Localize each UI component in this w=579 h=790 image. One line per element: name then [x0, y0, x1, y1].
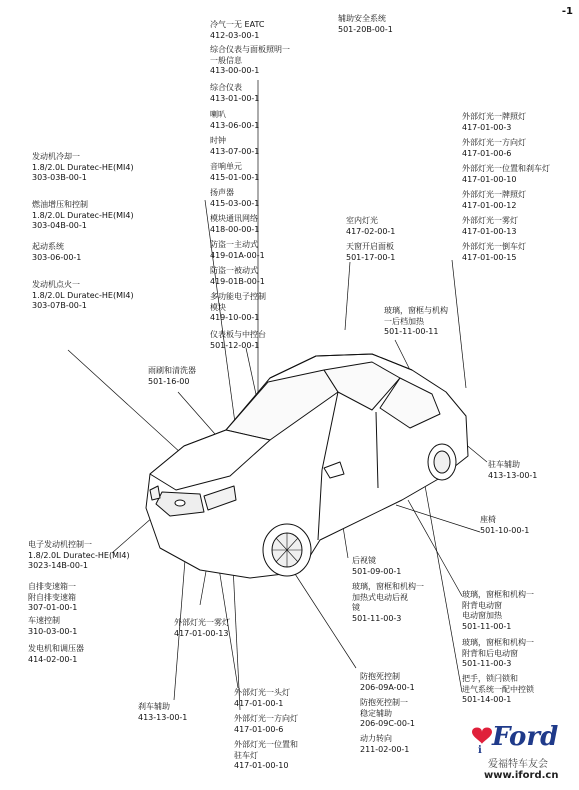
label-horn: 喇叭 413-06-00-1: [210, 110, 260, 130]
label-module-comm: 模块通讯网络 418-00-00-1: [210, 214, 260, 234]
label-interior-lamps: 室内灯光 417-02-00-1: [346, 216, 396, 236]
label-ignition: 发动机点火一 1.8/2.0L Duratec-HE(MI4) 303-07B-00-1: [32, 280, 134, 310]
label-plate-lamp-2: 外部灯光一牌照灯 417-01-00-12: [462, 190, 526, 210]
label-plate-lamp: 外部灯光一牌照灯 417-01-00-3: [462, 112, 526, 132]
logo-text-cn: 爱福特车友会: [488, 759, 548, 770]
label-wipers: 雨刷和清洗器 501-16-00: [148, 366, 196, 386]
label-headlamp: 外部灯光一头灯 417-01-00-1: [234, 688, 290, 708]
iford-logo: [470, 722, 578, 788]
label-cluster-illumination: 综合仪表与面板照明一 一般信息 413-00-00-1: [210, 45, 290, 75]
label-cluster: 综合仪表 413-01-00-1: [210, 83, 260, 103]
label-fog-lamp-rear: 外部灯光一雾灯 417-01-00-13: [462, 216, 518, 236]
label-starting: 起动系统 303-06-00-1: [32, 242, 82, 262]
label-position-lamp-rear: 外部灯光一位置和刹车灯 417-01-00-10: [462, 164, 550, 184]
label-parking-aid-rear: 驻车辅助 413-13-00-1: [488, 460, 538, 480]
logo-brand: Ford: [492, 722, 559, 752]
label-power-window: 玻璃，窗框和机构一 附背电动窗 电动窗加热 501-11-00-1: [462, 590, 534, 631]
label-speakers: 扬声器 415-03-00-1: [210, 188, 260, 208]
label-antitheft-active: 防盗一主动式 419-01A-00-1: [210, 240, 265, 260]
heart-icon: [470, 722, 494, 754]
label-fog-lamp-front: 外部灯光一雾灯 417-01-00-13: [174, 618, 230, 638]
label-fuel-charging: 燃油增压和控制 1.8/2.0L Duratec-HE(MI4) 303-04B-00-1: [32, 200, 134, 230]
logo-url: www.iford.cn: [484, 770, 559, 781]
label-climate: 冷气一无 EATC 412-03-00-1: [210, 20, 265, 40]
label-roof-opening: 天窗开启面板 501-17-00-1: [346, 242, 396, 262]
label-parking-aid-front: 刹车辅助 413-13-00-1: [138, 702, 188, 722]
label-generator: 发电机和调压器 414-02-00-1: [28, 644, 84, 664]
label-antitheft-passive: 防盗一被动式 419-01B-00-1: [210, 266, 265, 286]
label-glass-heated-rear: 玻璃，窗框与机构 一后档加热 501-11-00-11: [384, 306, 448, 336]
svg-text:i: i: [478, 745, 482, 754]
label-mirror: 后视镜 501-09-00-1: [352, 556, 402, 576]
label-multifunction-module: 多功能电子控制 模块 419-10-00-1: [210, 292, 266, 322]
label-audio: 音响单元 415-01-00-1: [210, 162, 260, 182]
label-engine-cooling: 发动机冷却一 1.8/2.0L Duratec-HE(MI4) 303-03B-00-1: [32, 152, 134, 182]
page-number: -1: [561, 6, 573, 17]
label-pcm: 电子发动机控制一 1.8/2.0L Duratec-HE(MI4) 3023-14B-00-1: [28, 540, 130, 570]
label-position-lamp-front: 外部灯光一位置和 驻车灯 417-01-00-10: [234, 740, 298, 770]
label-instrument-panel: 仪表板与中控台 501-12-00-1: [210, 330, 266, 350]
label-mirror-glass: 玻璃，窗框和机构一 加热式电动后视 镜 501-11-00-3: [352, 582, 424, 623]
label-turn-lamp-rear: 外部灯光一方向灯 417-01-00-6: [462, 138, 526, 158]
label-steering: 动力转向 211-02-00-1: [360, 734, 410, 754]
label-reverse-lamp: 外部灯光一倒车灯 417-01-00-15: [462, 242, 526, 262]
label-speed-control: 车速控制 310-03-00-1: [28, 616, 78, 636]
label-abs: 防抱死控制 206-09A-00-1: [360, 672, 415, 692]
label-power-window-2: 玻璃，窗框和机构一 附背和后电动窗 501-11-00-3: [462, 638, 534, 668]
label-abs-stability: 防抱死控制一 稳定辅助 206-09C-00-1: [360, 698, 415, 728]
label-clock: 时钟 413-07-00-1: [210, 136, 260, 156]
label-turn-lamp-front: 外部灯光一方向灯 417-01-00-6: [234, 714, 298, 734]
label-seats: 座椅 501-10-00-1: [480, 515, 530, 535]
label-srs: 辅助安全系统 501-20B-00-1: [338, 14, 393, 34]
label-handles-locks: 把手，锁闩锁和 进气系统一配中控锁 501-14-00-1: [462, 674, 534, 704]
label-auto-trans: 自排变速箱一 附自排变速箱 307-01-00-1: [28, 582, 78, 612]
